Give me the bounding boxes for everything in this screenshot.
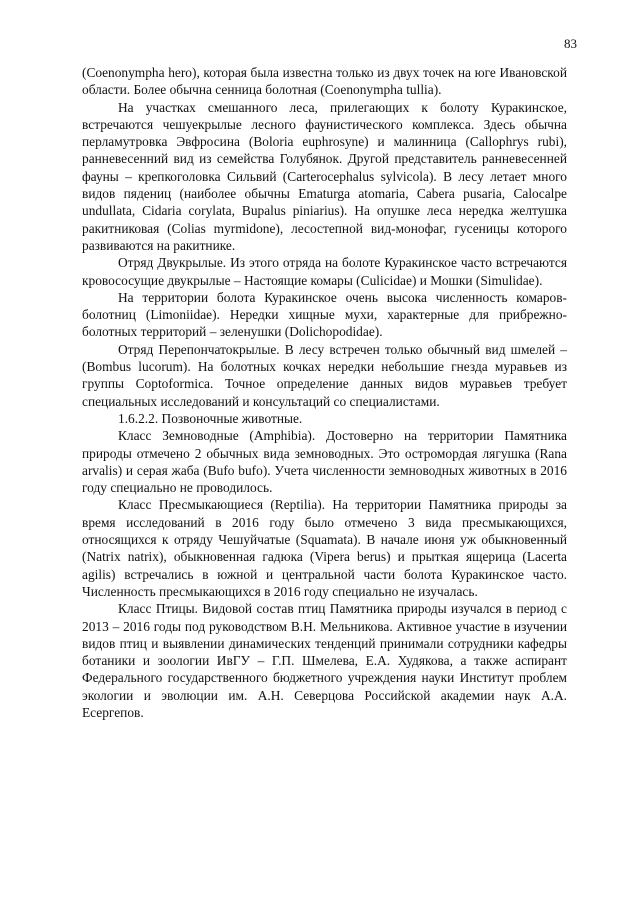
paragraph-continuation: (Coenonympha hero), которая была известна только из двух точек на юге Ивановской области. Более обычна сенница болотная (Coenonympha tullia). — [82, 65, 567, 98]
paragraph-birds: Класс Птицы. Видовой состав птиц Памятника природы изучался в период с 2013 – 2016 годы под руководством В.Н. Мельникова. Активное участие в изучении видов птиц и выявлении динамических тенденций принимали сотрудники кафедры ботаники и зоологии ИвГУ – Г.П. Шмелева, Е.А. Худякова, а также аспирант Федерального государственного бюджетного учреждения науки Институт проблем экологии и эволюции им. А.Н. Северцова Российской академии наук А.А. Есергепов. — [82, 601, 567, 720]
paragraph-forest-lepidoptera: На участках смешанного леса, прилегающих к болоту Куракинское, встречаются чешуекрылые лесного фаунистического комплекса. Здесь обычна перламутровка Эвфросина (Boloria euphrosyne) и малинница (Callophrys rubi), ранневесенний вид из семейства Голубянок. Другой представитель ранневесенней фауны – крепкоголовка Сильвий (Carterocephalus sylvicola). В лесу летает много видов пядениц (наиболее обычны Ematurga atomaria, Cabera pusaria, Calocalpe undullata, Cidaria corylata, Bupalus piniarius). На опушке леса нередка желтушка ракитниковая (Colias myrmidone), лесостепной вид-монофаг, гусеницы которого развиваются на ракитнике. — [82, 99, 567, 253]
paragraph-reptilia: Класс Пресмыкающиеся (Reptilia). На территории Памятника природы за время исследований в 2016 году было отмечено 3 вида пресмыкающихся, относящихся к отряду Чешуйчатые (Squamata). В начале июня уж обыкновенный (Natrix natrix), обыкновенная гадюка (Vipera berus) и прыткая ящерица (Lacerta agilis) встречались в южной и центральной части болота Куракинское часто. Численность пресмыкающихся в 2016 году специально не изучалась. — [82, 497, 567, 599]
page-body — [82, 64, 567, 721]
paragraph-diptera: Отряд Двукрылые. Из этого отряда на болоте Куракинское часто встречаются кровососущие двукрылые – Настоящие комары (Culicidae) и Мошки (Simulidae). — [82, 255, 567, 288]
paragraph-amphibia: Класс Земноводные (Amphibia). Достоверно на территории Памятника природы отмечено 2 обычных вида земноводных. Это остромордая лягушка (Rana arvalis) и серая жаба (Bufo bufo). Учета численности земноводных животных в 2016 году специально не проводилось. — [82, 428, 567, 496]
paragraph-hymenoptera: Отряд Перепончатокрылые. В лесу встречен только обычный вид шмелей – (Bombus lucorum). На болотных кочках нередки небольшие гнезда муравьев из группы Coptoformica. Точное определение данных видов муравьев требует специальных исследований и консультаций со специалистами. — [82, 341, 567, 409]
page-number: 83 — [564, 36, 577, 51]
paragraph-limoniidae: На территории болота Куракинское очень высока численность комаров-болотниц (Limoniidae). Нередки хищные мухи, характерные для прибрежно-болотных территорий – зеленушки (Dolichopodidae). — [82, 289, 567, 340]
section-heading-vertebrates: 1.6.2.2. Позвоночные животные. — [118, 410, 303, 426]
